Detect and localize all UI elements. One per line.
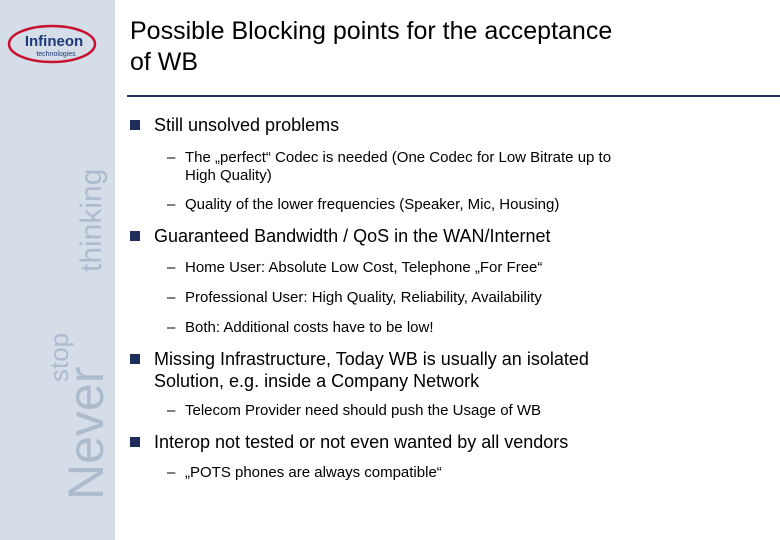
bullet-item bbox=[127, 348, 772, 392]
bullet-text: Missing Infrastructure, Today WB is usually an isolated bbox=[154, 349, 589, 369]
tagline-thinking: thinking bbox=[75, 168, 108, 272]
logo-wordmark: Infineon bbox=[24, 33, 84, 50]
dash-bullet-icon: – bbox=[167, 319, 176, 336]
sub-bullet-text: Telecom Provider need should push the Usage of WB bbox=[185, 402, 542, 419]
sub-bullet-text: Both: Additional costs have to be low! bbox=[185, 319, 434, 336]
dash-bullet-icon: – bbox=[167, 289, 176, 306]
tagline-stop: stop bbox=[44, 332, 74, 382]
bullet-text-cont: Solution, e.g. inside a Company Network bbox=[154, 371, 480, 391]
bullet-item bbox=[127, 431, 772, 453]
sub-bullet-item bbox=[127, 402, 772, 420]
logo-subtext: technologies bbox=[36, 51, 76, 58]
dash-bullet-icon: – bbox=[167, 259, 176, 276]
dash-bullet-icon: – bbox=[167, 464, 176, 481]
never-stop-thinking-tagline bbox=[0, 0, 115, 540]
slide-title-line2: of WB bbox=[130, 48, 199, 76]
sub-bullet-text: „POTS phones are always compatible“ bbox=[185, 464, 442, 481]
sub-bullet-text: Professional User: High Quality, Reliability, Availability bbox=[185, 289, 542, 306]
bullet-list bbox=[127, 110, 772, 482]
sidebar-band bbox=[0, 0, 115, 540]
title-divider bbox=[127, 95, 780, 97]
sub-bullet-item bbox=[127, 259, 772, 277]
sub-bullet-item bbox=[127, 464, 772, 482]
dash-bullet-icon: – bbox=[167, 149, 176, 166]
square-bullet-icon bbox=[130, 354, 140, 364]
sub-bullet-item bbox=[127, 196, 772, 214]
dash-bullet-icon: – bbox=[167, 402, 176, 419]
sub-bullet-text: Home User: Absolute Low Cost, Telephone „For Free“ bbox=[185, 259, 543, 276]
square-bullet-icon bbox=[130, 231, 140, 241]
slide-title bbox=[130, 16, 760, 78]
dash-bullet-icon: – bbox=[167, 196, 176, 213]
square-bullet-icon bbox=[130, 437, 140, 447]
sub-bullet-text: Quality of the lower frequencies (Speaker, Mic, Housing) bbox=[185, 196, 560, 213]
square-bullet-icon bbox=[130, 120, 140, 130]
bullet-item bbox=[127, 114, 772, 136]
bullet-item bbox=[127, 225, 772, 247]
sub-bullet-item bbox=[127, 149, 772, 185]
bullet-text: Interop not tested or not even wanted by all vendors bbox=[154, 432, 569, 452]
sub-bullet-text-cont: High Quality) bbox=[185, 167, 272, 184]
tagline-never: Never bbox=[58, 366, 114, 500]
bullet-text: Still unsolved problems bbox=[154, 115, 340, 135]
sub-bullet-item bbox=[127, 319, 772, 337]
sub-bullet-text: The „perfect“ Codec is needed (One Codec for Low Bitrate up to bbox=[185, 149, 612, 166]
bullet-text: Guaranteed Bandwidth / QoS in the WAN/Internet bbox=[154, 226, 551, 246]
slide-title-line1: Possible Blocking points for the acceptance bbox=[130, 17, 613, 45]
sub-bullet-item bbox=[127, 289, 772, 307]
